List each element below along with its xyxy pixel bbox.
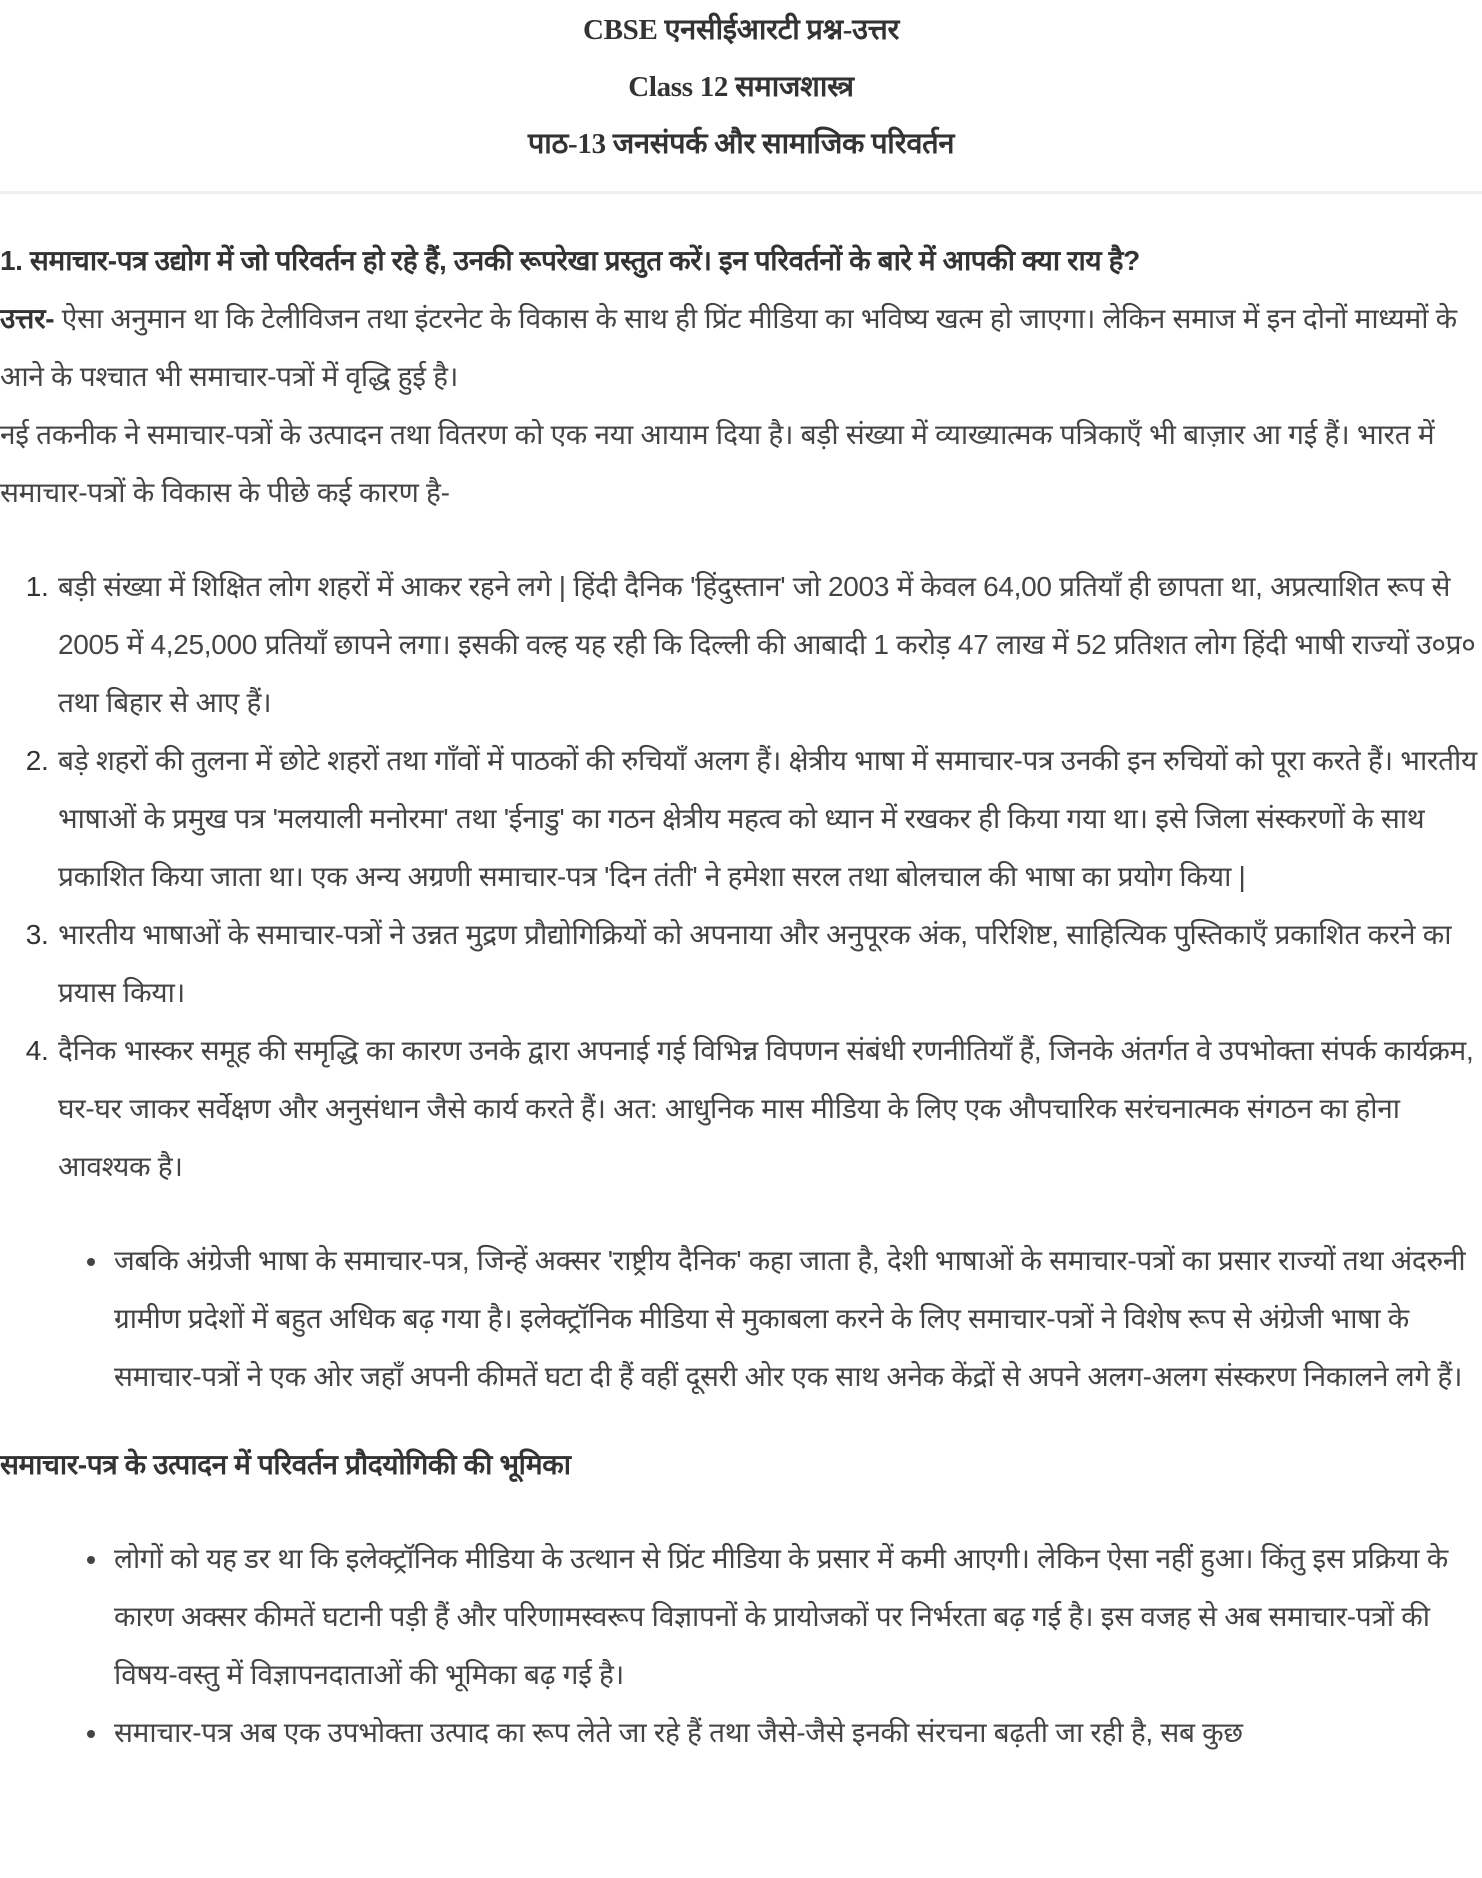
reason-item: 3. भारतीय भाषाओं के समाचार-पत्रों ने उन्नत मुद्रण प्रौद्योगिक्रियों को अपनाया और अनुपूरक अंक, परिशिष्ट, साहित्यिक पुस्तिकाएँ प्रकाशित करने का प्रयास किया। [56, 906, 1482, 1022]
title-board: CBSE एनसीईआरटी प्रश्न-उत्तर [582, 14, 900, 46]
title-chapter: पाठ-13 जनसंपर्क और सामाजिक परिवर्तन [527, 128, 955, 160]
section-heading: समाचार-पत्र के उत्पादन में परिवर्तन प्रौदयोगिकी की भूमिका [0, 1449, 571, 1480]
answer-paragraph-2: नई तकनीक ने समाचार-पत्रों के उत्पादन तथा वितरण को एक नया आयाम दिया है। बड़ी संख्या में व्याख्यात्मक पत्रिकाएँ भी बाज़ार आ गई हैं। भारत में समाचार-पत्रों के विकास के पीछे कई कारण है- [0, 419, 1435, 508]
answer-intro [0, 290, 1482, 406]
bullet-item: • जबकि अंग्रेजी भाषा के समाचार-पत्र, जिन्हें अक्सर 'राष्ट्रीय दैनिक' कहा जाता है, देशी भाषाओं के समाचार-पत्रों का प्रसार राज्यों तथा अंदरुनी ग्रामीण प्रदेशों में बहुत अधिक बढ़ गया है। इलेक्ट्रॉनिक मीडिया से मुकाबला करने के लिए समाचार-पत्रों ने विशेष रूप से अंग्रेजी भाषा के समाचार-पत्रों ने एक ओर जहाँ अपनी कीमतें घटा दी हैं वहीं दूसरी ओर एक साथ अनेक केंद्रों से अपने अलग-अलग संस्करण निकालने लगे हैं। [110, 1232, 1482, 1406]
bullet-item: • लोगों को यह डर था कि इलेक्ट्रॉनिक मीडिया के उत्थान से प्रिंट मीडिया के प्रसार में कमी आएगी। लेकिन ऐसा नहीं हुआ। किंतु इस प्रक्रिया के कारण अक्सर कीमतें घटानी पड़ी हैं और परिणामस्वरूप विज्ञापनों के प्रायोजकों पर निर्भरता बढ़ गई है। इस वजह से अब समाचार-पत्रों की विषय-वस्तु में विज्ञापनदाताओं की भूमिका बढ़ गई है। [110, 1530, 1482, 1704]
header-divider [0, 191, 1482, 194]
section-bullet-list [0, 1530, 1482, 1762]
document-body [0, 232, 1482, 1762]
title-class-subject: Class 12 समाजशास्त्र [628, 71, 854, 103]
reason-item: 2. बड़े शहरों की तुलना में छोटे शहरों तथा गाँवों में पाठकों की रुचियाँ अलग हैं। क्षेत्रीय भाषा में समाचार-पत्र उनकी इन रुचियों को पूरा करते हैं। भारतीय भाषाओं के प्रमुख पत्र 'मलयाली मनोरमा' तथा 'ईनाडु' का गठन क्षेत्रीय महत्व को ध्यान में रखकर ही किया गया था। इसे जिला संस्करणों के साथ प्रकाशित किया जाता था। एक अन्य अग्रणी समाचार-पत्र 'दिन तंती' ने हमेशा सरल तथा बोलचाल की भाषा का प्रयोग किया | [56, 732, 1482, 906]
reason-item: 1. बड़ी संख्या में शिक्षित लोग शहरों में आकर रहने लगे | हिंदी दैनिक 'हिंदुस्तान' जो 2003 में केवल 64,00 प्रतियाँ ही छापता था, अप्रत्याशित रूप से 2005 में 4,25,000 प्रतियाँ छापने लगा। इसकी वल्ह यह रही कि दिल्ली की आबादी 1 करोड़ 47 लाख में 52 प्रतिशत लोग हिंदी भाषी राज्यों उ०प्र० तथा बिहार से आए हैं। [56, 558, 1482, 732]
document-header [0, 0, 1482, 173]
reason-item: 4. दैनिक भास्कर समूह की समृद्धि का कारण उनके द्वारा अपनाई गई विभिन्न विपणन संबंधी रणनीतियाँ हैं, जिनके अंतर्गत वे उपभोक्ता संपर्क कार्यक्रम, घर-घर जाकर सर्वेक्षण और अनुसंधान जैसे कार्य करते हैं। अत: आधुनिक मास मीडिया के लिए एक औपचारिक सरंचनात्मक संगठन का होना आवश्यक है। [56, 1022, 1482, 1196]
answer-label: उत्तर- [0, 303, 55, 334]
answer-intro-text: ऐसा अनुमान था कि टेलीविजन तथा इंटरनेट के विकास के साथ ही प्रिंट मीडिया का भविष्य खत्म हो जाएगा। लेकिन समाज में इन दोनों माध्यमों के आने के पश्चात भी समाचार-पत्रों में वृद्धि हुई है। [0, 303, 1457, 392]
reasons-list [0, 558, 1482, 1196]
answer-bullet-list [0, 1232, 1482, 1406]
bullet-item: • समाचार-पत्र अब एक उपभोक्ता उत्पाद का रूप लेते जा रहे हैं तथा जैसे-जैसे इनकी संरचना बढ़ती जा रही है, सब कुछ [110, 1704, 1482, 1762]
question-heading: 1. समाचार-पत्र उद्योग में जो परिवर्तन हो रहे हैं, उनकी रूपरेखा प्रस्तुत करें। इन परिवर्तनों के बारे में आपकी क्या राय है? [0, 245, 1140, 276]
